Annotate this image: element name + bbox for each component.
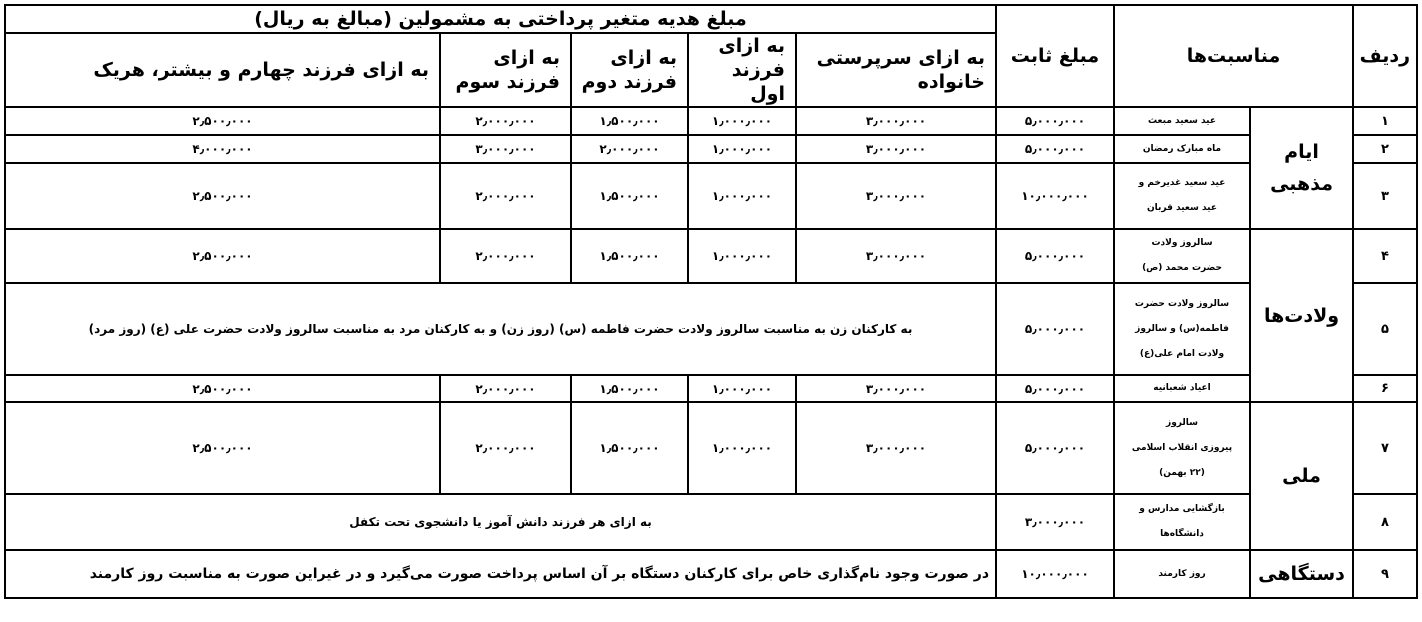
- gift-amounts-sheet: [4, 4, 1416, 599]
- child4-amount: ۲٫۵۰۰٫۰۰۰: [5, 107, 440, 135]
- occasion-name: سالروز ولادت حضرت محمد (ص): [1114, 229, 1250, 283]
- variable-amount-group-header: مبلغ هدیه متغیر پرداختی به مشمولین (مبالغ به ریال): [5, 5, 996, 33]
- category-agency: دستگاهی: [1250, 550, 1353, 598]
- child3-amount: ۲٫۰۰۰٫۰۰۰: [440, 402, 571, 494]
- occasion-name: ماه مبارک رمضان: [1114, 135, 1250, 163]
- radif-header: ردیف: [1353, 5, 1417, 107]
- occasion-name: اعیاد شعبانیه: [1114, 375, 1250, 402]
- category-national: ملی: [1250, 402, 1353, 550]
- row-note: به ازای هر فرزند دانش آموز یا دانشجوی تحت تکفل: [5, 494, 996, 550]
- fixed-amount-header: مبلغ ثابت: [996, 5, 1114, 107]
- category-religious: ایام مذهبی: [1250, 107, 1353, 229]
- table-row: [5, 107, 1417, 135]
- occasion-name: روز کارمند: [1114, 550, 1250, 598]
- row-number: ۷: [1353, 402, 1417, 494]
- child4-amount: ۲٫۵۰۰٫۰۰۰: [5, 402, 440, 494]
- table-row: [5, 135, 1417, 163]
- child4-amount: ۲٫۵۰۰٫۰۰۰: [5, 375, 440, 402]
- head-amount: ۳٫۰۰۰٫۰۰۰: [796, 107, 996, 135]
- head-of-family-header: به ازای سرپرستی خانواده: [796, 33, 996, 107]
- row-number: ۲: [1353, 135, 1417, 163]
- row-number: ۸: [1353, 494, 1417, 550]
- fixed-amount: ۵٫۰۰۰٫۰۰۰: [996, 283, 1114, 375]
- table-row: [5, 550, 1417, 598]
- child4-amount: ۲٫۵۰۰٫۰۰۰: [5, 229, 440, 283]
- child4-amount: ۲٫۵۰۰٫۰۰۰: [5, 163, 440, 229]
- table-row: [5, 375, 1417, 402]
- fixed-amount: ۵٫۰۰۰٫۰۰۰: [996, 135, 1114, 163]
- child3-amount: ۳٫۰۰۰٫۰۰۰: [440, 135, 571, 163]
- row-number: ۴: [1353, 229, 1417, 283]
- row-note: در صورت وجود نام‌گذاری خاص برای کارکنان دستگاه بر آن اساس پرداخت صورت می‌گیرد و در غیراین صورت به مناسبت روز کارمند: [5, 550, 996, 598]
- child3-amount: ۲٫۰۰۰٫۰۰۰: [440, 163, 571, 229]
- table-row: [5, 402, 1417, 494]
- row-number: ۱: [1353, 107, 1417, 135]
- child3-amount: ۲٫۰۰۰٫۰۰۰: [440, 229, 571, 283]
- row-number: ۹: [1353, 550, 1417, 598]
- head-amount: ۳٫۰۰۰٫۰۰۰: [796, 229, 996, 283]
- fixed-amount: ۱۰٫۰۰۰٫۰۰۰: [996, 550, 1114, 598]
- child1-amount: ۱٫۰۰۰٫۰۰۰: [688, 107, 796, 135]
- header-row-1: [5, 5, 1417, 33]
- row-number: ۶: [1353, 375, 1417, 402]
- child2-amount: ۱٫۵۰۰٫۰۰۰: [571, 163, 688, 229]
- fixed-amount: ۱۰٫۰۰۰٫۰۰۰: [996, 163, 1114, 229]
- row-note: به کارکنان زن به مناسبت سالروز ولادت حضرت فاطمه (س) (روز زن) و به کارکنان مرد به مناسبت سالروز ولادت حضرت علی (ع) (روز مرد): [5, 283, 996, 375]
- child3-amount: ۲٫۰۰۰٫۰۰۰: [440, 107, 571, 135]
- head-amount: ۳٫۰۰۰٫۰۰۰: [796, 163, 996, 229]
- child3-amount: ۲٫۰۰۰٫۰۰۰: [440, 375, 571, 402]
- child1-amount: ۱٫۰۰۰٫۰۰۰: [688, 229, 796, 283]
- table-row: [5, 229, 1417, 283]
- fixed-amount: ۵٫۰۰۰٫۰۰۰: [996, 229, 1114, 283]
- second-child-header: به ازای فرزند دوم: [571, 33, 688, 107]
- head-amount: ۳٫۰۰۰٫۰۰۰: [796, 135, 996, 163]
- child4-amount: ۴٫۰۰۰٫۰۰۰: [5, 135, 440, 163]
- child1-amount: ۱٫۰۰۰٫۰۰۰: [688, 135, 796, 163]
- category-births: ولادت‌ها: [1250, 229, 1353, 402]
- head-amount: ۳٫۰۰۰٫۰۰۰: [796, 375, 996, 402]
- fixed-amount: ۵٫۰۰۰٫۰۰۰: [996, 107, 1114, 135]
- table-row: [5, 283, 1417, 375]
- child2-amount: ۱٫۵۰۰٫۰۰۰: [571, 229, 688, 283]
- fixed-amount: ۵٫۰۰۰٫۰۰۰: [996, 402, 1114, 494]
- occasions-header: مناسبت‌ها: [1114, 5, 1353, 107]
- third-child-header: به ازای فرزند سوم: [440, 33, 571, 107]
- child2-amount: ۱٫۵۰۰٫۰۰۰: [571, 402, 688, 494]
- gift-amounts-table: [4, 4, 1418, 599]
- fixed-amount: ۵٫۰۰۰٫۰۰۰: [996, 375, 1114, 402]
- child2-amount: ۱٫۵۰۰٫۰۰۰: [571, 375, 688, 402]
- head-amount: ۳٫۰۰۰٫۰۰۰: [796, 402, 996, 494]
- occasion-name: عید سعید مبعث: [1114, 107, 1250, 135]
- fixed-amount: ۳٫۰۰۰٫۰۰۰: [996, 494, 1114, 550]
- child1-amount: ۱٫۰۰۰٫۰۰۰: [688, 163, 796, 229]
- fourth-child-header: به ازای فرزند چهارم و بیشتر، هریک: [5, 33, 440, 107]
- occasion-name: بازگشایی مدارس و دانشگاه‌ها: [1114, 494, 1250, 550]
- child1-amount: ۱٫۰۰۰٫۰۰۰: [688, 375, 796, 402]
- row-number: ۳: [1353, 163, 1417, 229]
- table-row: [5, 163, 1417, 229]
- child2-amount: ۲٫۰۰۰٫۰۰۰: [571, 135, 688, 163]
- table-row: [5, 494, 1417, 550]
- occasion-name: عید سعید غدیرخم و عید سعید قربان: [1114, 163, 1250, 229]
- occasion-name: سالروز ولادت حضرت فاطمه(س) و سالروز ولادت امام علی(ع): [1114, 283, 1250, 375]
- child2-amount: ۱٫۵۰۰٫۰۰۰: [571, 107, 688, 135]
- row-number: ۵: [1353, 283, 1417, 375]
- occasion-name: سالروز پیروزی انقلاب اسلامی (۲۲ بهمن): [1114, 402, 1250, 494]
- first-child-header: به ازای فرزند اول: [688, 33, 796, 107]
- child1-amount: ۱٫۰۰۰٫۰۰۰: [688, 402, 796, 494]
